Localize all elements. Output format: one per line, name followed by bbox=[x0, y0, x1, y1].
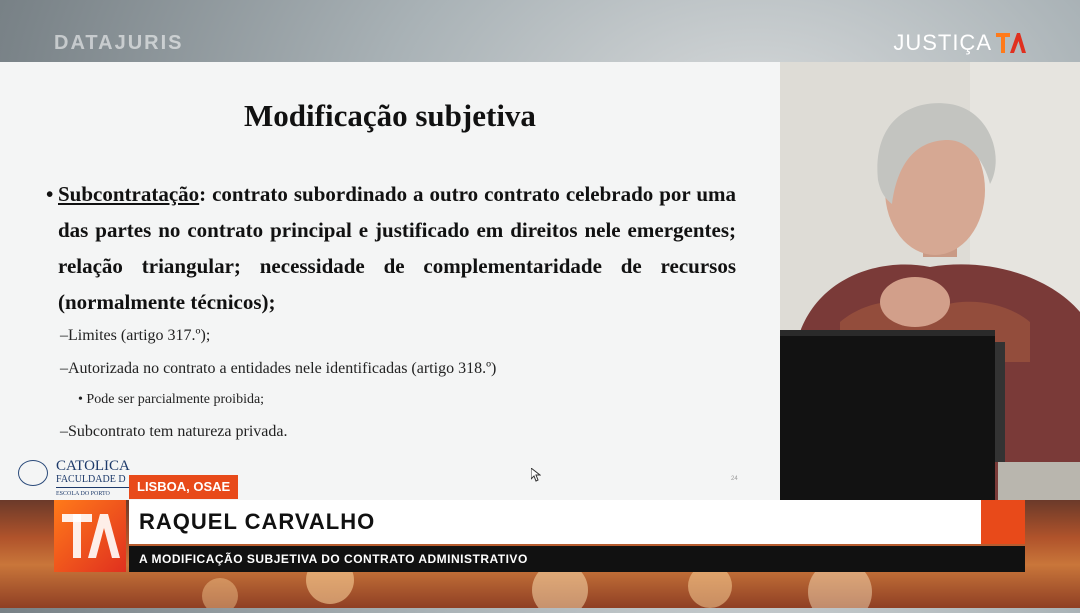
datajuris-logo: DATAJURIS bbox=[54, 32, 184, 54]
talk-title-bar bbox=[129, 546, 1025, 572]
catolica-school: ESCOLA DO PORTO bbox=[56, 491, 110, 497]
speaker-name-bar bbox=[129, 500, 981, 544]
name-bar-accent bbox=[981, 500, 1025, 544]
ta-mini-logo-icon bbox=[996, 31, 1026, 55]
bullet-term: Subcontratação bbox=[58, 182, 200, 206]
sub-item-autorizada: –Autorizada no contrato a entidades nele identificadas (artigo 318.º) bbox=[60, 360, 497, 377]
slide-title: Modificação subjetiva bbox=[244, 98, 536, 133]
bullet-body bbox=[58, 176, 736, 320]
sub-item-natureza: –Subcontrato tem natureza privada. bbox=[60, 423, 288, 440]
bullet-dot: • bbox=[46, 182, 54, 206]
top-bar bbox=[0, 0, 1080, 62]
justica-ta-logo bbox=[893, 30, 1026, 56]
speaker-video bbox=[780, 62, 1080, 500]
ta-channel-logo-icon bbox=[54, 500, 126, 572]
bullet-text: : contrato subordinado a outro contrato celebrado por uma das partes no contrato principal e justificado em direitos nele emergentes; relação triangular; necessidade de complementaridade de recursos (normalmente técnicos); bbox=[58, 182, 736, 314]
catolica-seal-icon bbox=[18, 460, 48, 486]
slide-page-number: 24 bbox=[731, 476, 738, 482]
main-bullet bbox=[46, 176, 736, 320]
talk-title: A MODIFICAÇÃO SUBJETIVA DO CONTRATO ADMINISTRATIVO bbox=[139, 552, 528, 566]
location-tag: LISBOA, OSAE bbox=[129, 475, 238, 499]
catolica-name: CATOLICA bbox=[56, 458, 130, 474]
catolica-faculty: FACULDADE D bbox=[56, 474, 126, 485]
sub-item-limites: –Limites (artigo 317.º); bbox=[60, 327, 211, 344]
mouse-cursor-icon bbox=[531, 468, 541, 482]
presentation-slide bbox=[0, 62, 780, 500]
speaker-name: RAQUEL CARVALHO bbox=[139, 509, 376, 534]
speaker-image bbox=[780, 62, 1080, 500]
catolica-logo bbox=[18, 458, 143, 500]
justica-wordmark: JUSTIÇA bbox=[893, 30, 992, 55]
sub-sub-item-proibida: • Pode ser parcialmente proibida; bbox=[78, 392, 265, 407]
